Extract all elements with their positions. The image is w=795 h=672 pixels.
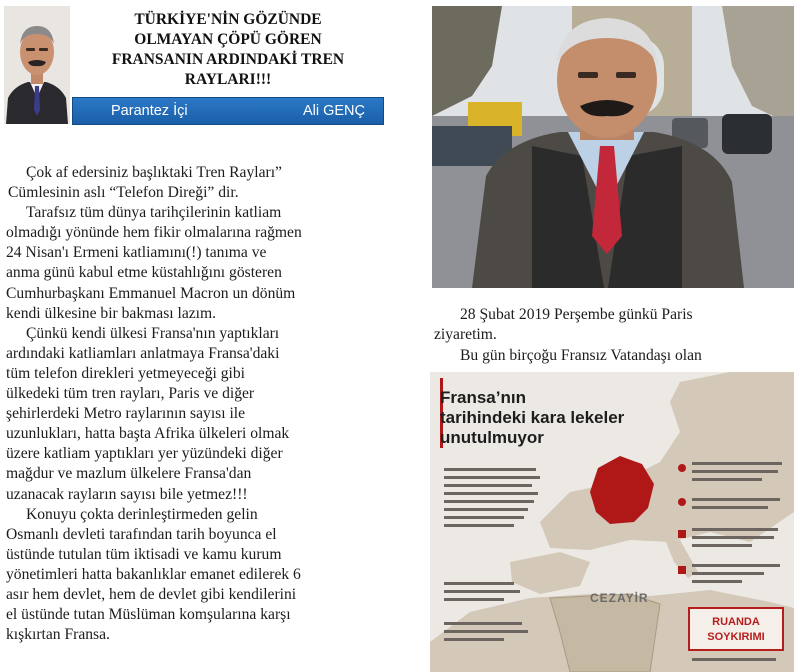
article-line: mağdur ve mazlum ülkelere Fransa'dan [6, 465, 252, 483]
column-name: Parantez İçi [111, 103, 188, 119]
rwanda-box-line: SOYKIRIMI [707, 631, 765, 643]
caption-line: ziyaretim. [434, 326, 497, 344]
article-line: kışkırtan Fransa. [6, 626, 110, 644]
article-body [6, 163, 386, 645]
article-line: 24 Nisan'ı Ermeni katliamını(!) tanıma ve [6, 244, 267, 262]
column-banner [72, 97, 384, 125]
article-line: Cumhurbaşkanı Emmanuel Macron un dönüm [6, 284, 296, 302]
rwanda-box-line: RUANDA [712, 616, 760, 628]
author-portrait [4, 6, 70, 124]
article-line: üstünde tutulan tüm iktisadi ve kamu kurum [6, 545, 282, 563]
article-line: Osmanlı devleti tarafından tarih boyunca el [6, 525, 277, 543]
article-line: yönetimleri hatta bakanlıklar emanet edilerek 6 [6, 565, 301, 583]
headline [78, 10, 378, 90]
paris-photo [432, 6, 794, 288]
headline-line: RAYLARI!!! [184, 71, 272, 88]
headline-line: TÜRKİYE'NİN GÖZÜNDE [134, 11, 322, 28]
map-label-algeria: CEZAYİR [590, 591, 649, 605]
infographic-title-line: tarihindeki kara lekeler [440, 408, 625, 427]
article-line: anma günü kabul etme küstahlığını gösteren [6, 264, 282, 282]
article-line: Tarafsız tüm dünya tarihçilerinin katliam [26, 204, 282, 222]
article-line: asır hem devlet, hem de devlet gibi kendilerini [6, 585, 297, 603]
infographic-title-line: Fransa’nın [440, 388, 526, 407]
article-line: el üstünde tutan Müslüman komşularına karşı [6, 606, 291, 624]
author-name: Ali GENÇ [302, 103, 365, 119]
article-line: Cümlesinin aslı “Telefon Direği” dir. [8, 184, 239, 202]
article-line: ülkedeki tüm tren rayları, Paris ve diğer [6, 385, 255, 403]
article-line: olmadığı yönünde hem fikir olmalarına rağmen [6, 224, 302, 242]
infographic-title-line: unutulmuyor [440, 428, 544, 447]
column-header [0, 0, 390, 128]
article-line: Konuyu çokta derinleştirmeden gelin [26, 505, 258, 523]
infographic [430, 372, 794, 672]
article-line: Çünkü kendi ülkesi Fransa'nın yaptıkları [26, 324, 280, 342]
caption-line: 28 Şubat 2019 Perşembe günkü Paris [460, 306, 693, 323]
infographic-title [440, 388, 700, 448]
article-line: Çok af edersiniz başlıktaki Tren Rayları” [26, 164, 282, 181]
caption-line: Bu gün birçoğu Fransız Vatandaşı olan [460, 346, 702, 364]
article-line: kendi ülkesine bir bakması lazım. [6, 304, 217, 322]
article-line: uzanacak rayların sayısı bile yetmez!!! [6, 485, 248, 503]
photo-caption [434, 305, 794, 366]
article-line: uzunlukları, hatta başta Afrika ülkeleri olmak [6, 425, 290, 443]
article-line: tüm telefon direkleri yetmeyeceği gibi [6, 364, 246, 382]
article-line: üzere katliam yaptıkları yer yüzündeki diğer [6, 445, 283, 463]
rwanda-box [688, 607, 784, 651]
article-line: şehirlerdeki Metro raylarının sayısı ile [6, 405, 246, 423]
article-line: ardındaki katliamları anlatmaya Fransa'daki [6, 344, 280, 362]
headline-line: FRANSANIN ARDINDAKİ TREN [111, 51, 345, 68]
headline-line: OLMAYAN ÇÖPÜ GÖREN [134, 31, 322, 48]
